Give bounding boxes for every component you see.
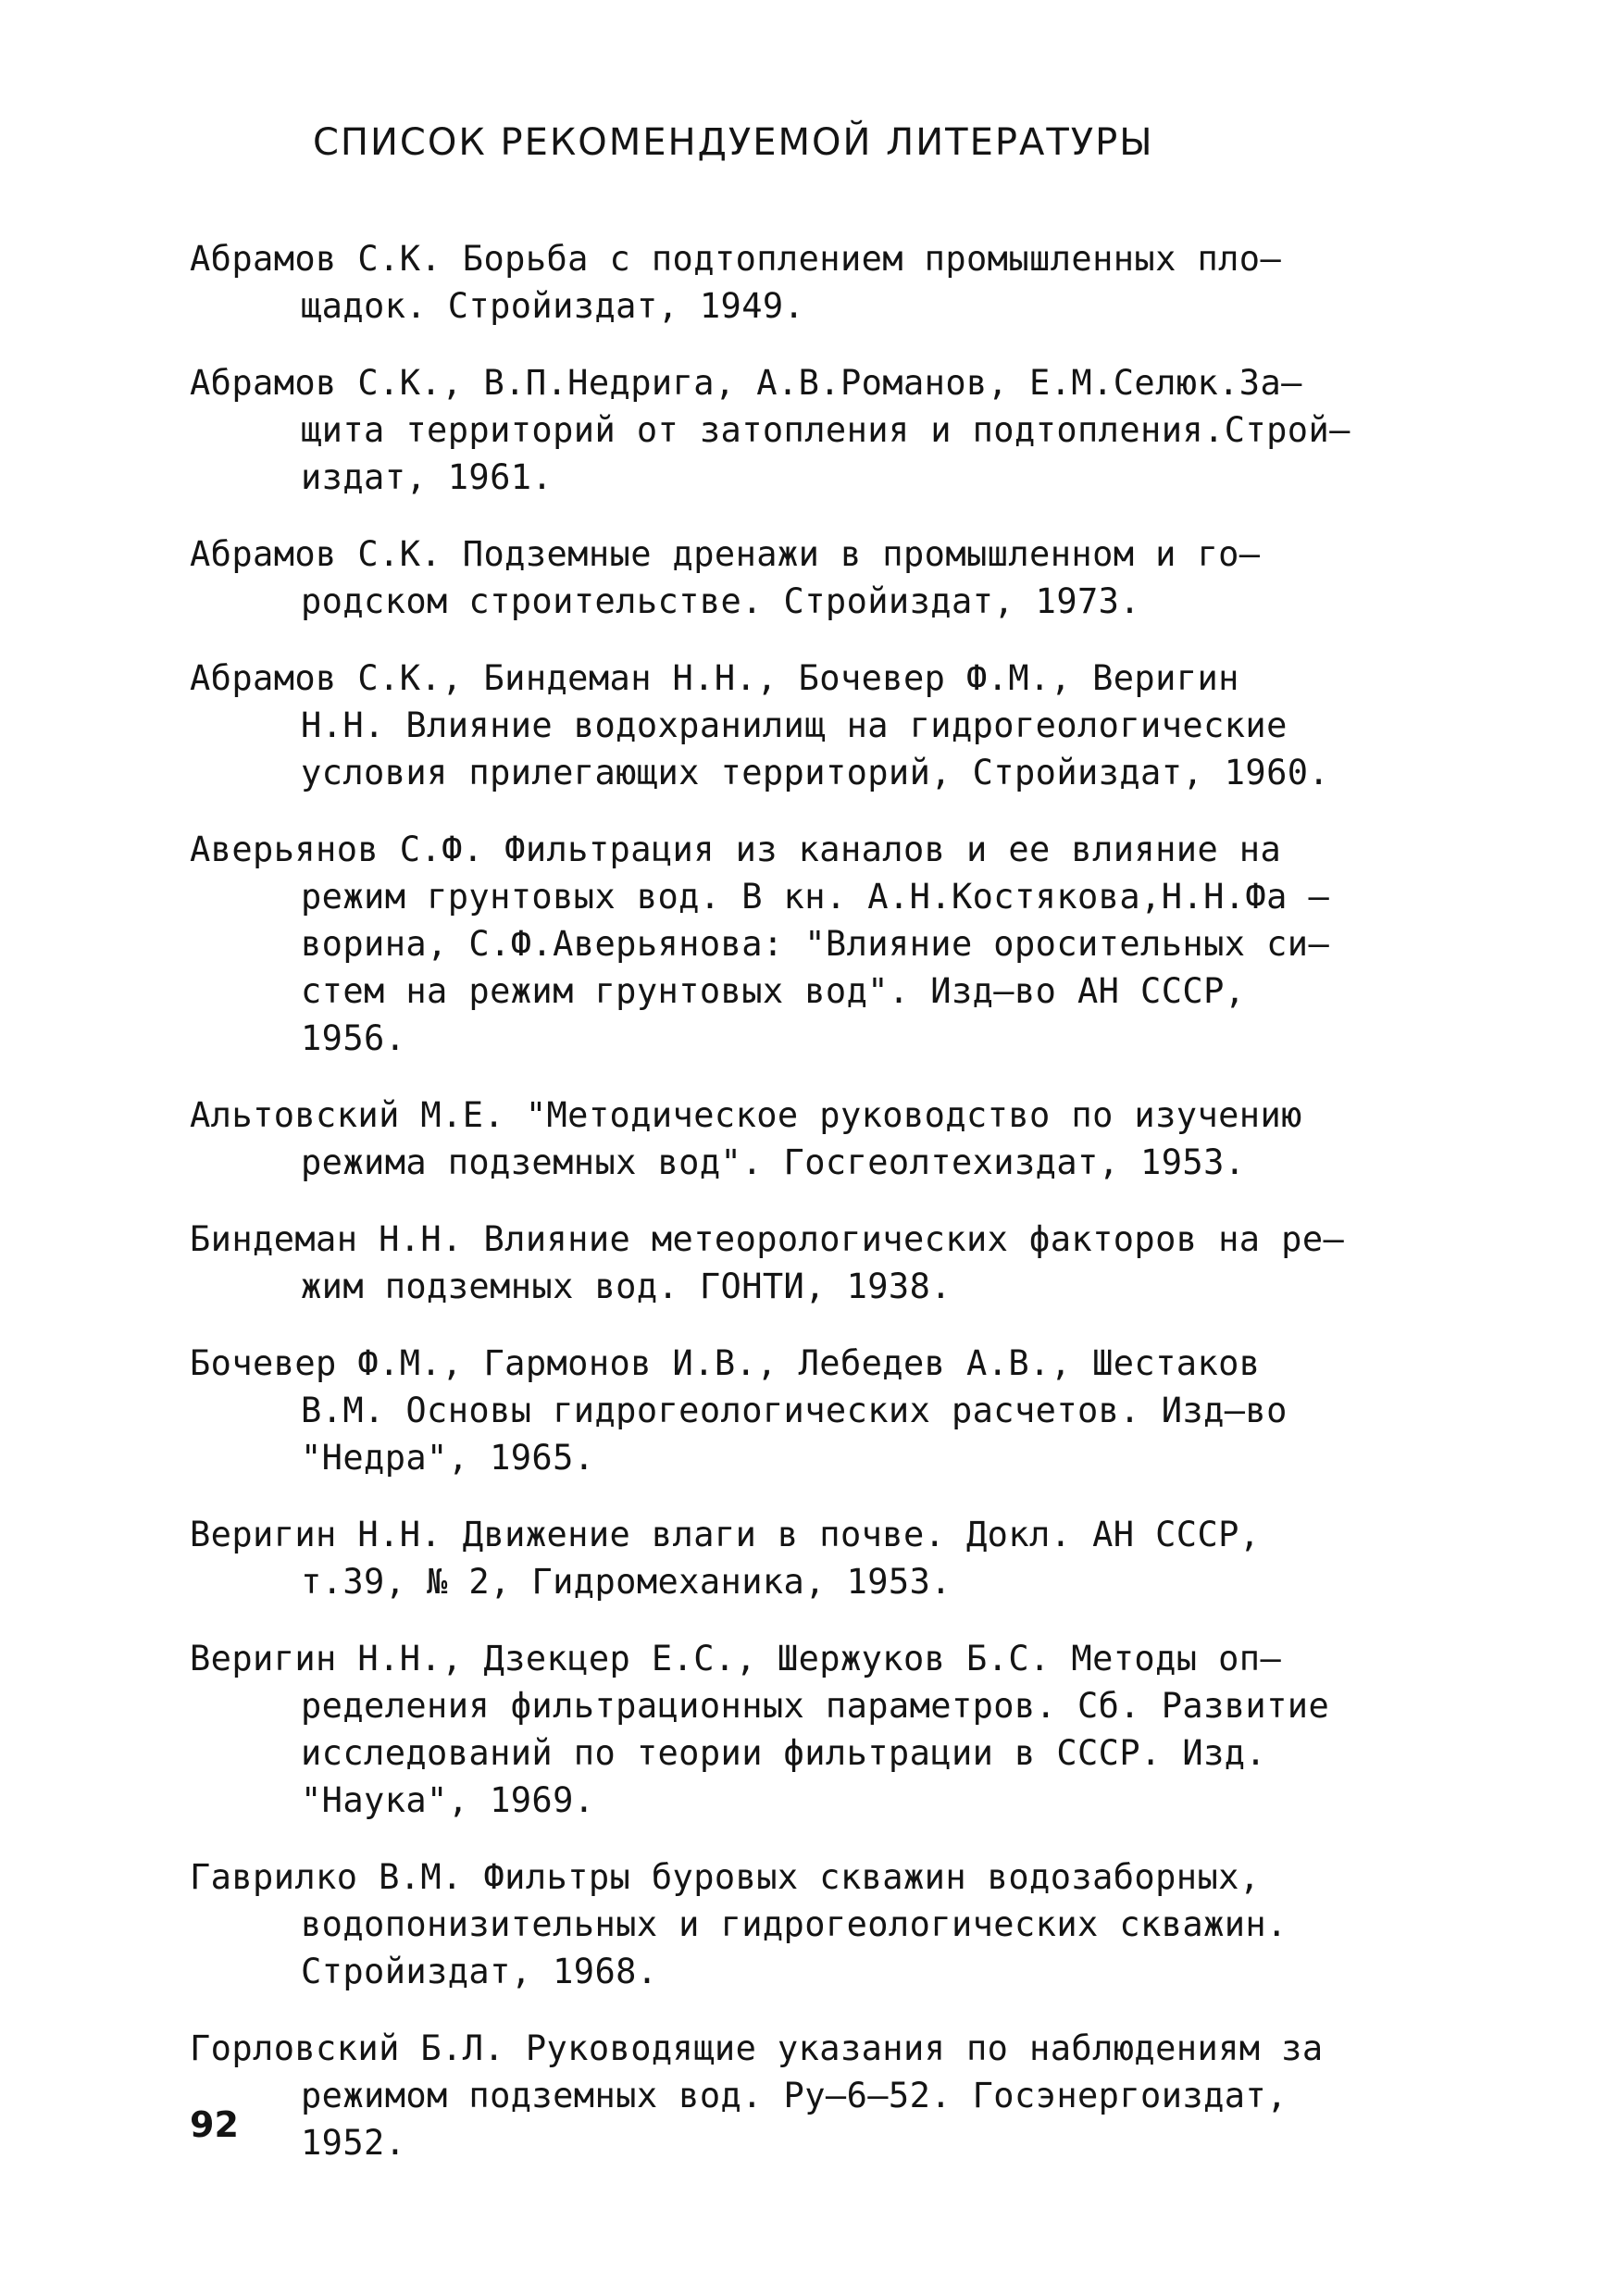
reference-line: условия прилегающих территорий, Стройиздат, 1960. [301,753,1330,792]
reference-line: режима подземных вод". Госгеолтехиздат, 1953. [301,1142,1246,1182]
reference-line: стем на режим грунтовых вод". Изд–во АН СССР, [301,971,1246,1011]
reference-line: Гаврилко В.М. Фильтры буровых скважин водозаборных, [190,1857,1261,1897]
reference-entry [190,1511,1439,1605]
reference-line: Горловский Б.Л. Руководящие указания по наблюдениям за [190,2028,1324,2068]
page-number: 92 [190,2104,239,2145]
reference-line: Абрамов С.К., Биндеман Н.Н., Бочевер Ф.М., Веригин [190,658,1239,698]
reference-entry [190,530,1439,625]
reference-line: т.39, № 2, Гидромеханика, 1953. [301,1562,952,1602]
reference-entry [190,1340,1439,1481]
reference-line: "Наука", 1969. [301,1780,595,1820]
reference-line: Альтовский М.Е. "Методическое руководство по изучению [190,1095,1302,1135]
reference-line: водопонизительных и гидрогеологических скважин. [301,1904,1288,1944]
reference-line: Веригин Н.Н. Движение влаги в почве. Докл. АН СССР, [190,1515,1261,1554]
reference-line: щита территорий от затопления и подтопления.Строй– [301,410,1350,450]
reference-line: Биндеман Н.Н. Влияние метеорологических факторов на ре– [190,1219,1345,1259]
reference-line: ределения фильтрационных параметров. Сб. Развитие [301,1686,1330,1726]
reference-entry [190,655,1439,796]
reference-entry [190,1092,1439,1186]
reference-line: 1952. [301,2123,406,2163]
reference-line: щадок. Стройиздат, 1949. [301,286,805,326]
reference-line: 1956. [301,1018,406,1058]
reference-line: исследований по теории фильтрации в СССР. Изд. [301,1733,1267,1773]
reference-line: Бочевер Ф.М., Гармонов И.В., Лебедев А.В., Шестаков [190,1343,1261,1383]
reference-entry [190,359,1439,501]
reference-line: родском строительстве. Стройиздат, 1973. [301,581,1141,621]
reference-line: Н.Н. Влияние водохранилищ на гидрогеологические [301,705,1288,745]
reference-line: В.М. Основы гидрогеологических расчетов. Изд–во [301,1391,1288,1430]
reference-line: Веригин Н.Н., Дзекцер Е.С., Шержуков Б.С. Методы оп– [190,1639,1282,1678]
reference-line: режим грунтовых вод. В кн. А.Н.Костякова,Н.Н.Фа – [301,877,1330,917]
reference-line: Абрамов С.К. Борьба с подтоплением промышленных пло– [190,239,1282,279]
reference-list [190,235,1439,2196]
reference-line: ворина, С.Ф.Аверьянова: "Влияние оросительных си– [301,924,1330,964]
reference-line: Аверьянов С.Ф. Фильтрация из каналов и ее влияние на [190,830,1282,869]
reference-line: жим подземных вод. ГОНТИ, 1938. [301,1267,952,1306]
reference-line: Стройиздат, 1968. [301,1952,658,1991]
reference-entry [190,826,1439,1062]
reference-entry [190,2025,1439,2166]
reference-entry [190,1635,1439,1824]
page-title: СПИСОК РЕКОМЕНДУЕМОЙ ЛИТЕРАТУРЫ [313,121,1154,164]
reference-line: Абрамов С.К., В.П.Недрига, А.В.Романов, Е.М.Селюк.За– [190,363,1302,403]
reference-line: Абрамов С.К. Подземные дренажи в промышленном и го– [190,534,1261,574]
reference-line: "Недра", 1965. [301,1438,595,1478]
reference-entry [190,1853,1439,1995]
reference-line: издат, 1961. [301,457,554,497]
reference-line: режимом подземных вод. Ру–6–52. Госэнергоиздат, [301,2076,1288,2115]
reference-entry [190,235,1439,330]
reference-entry [190,1216,1439,1310]
